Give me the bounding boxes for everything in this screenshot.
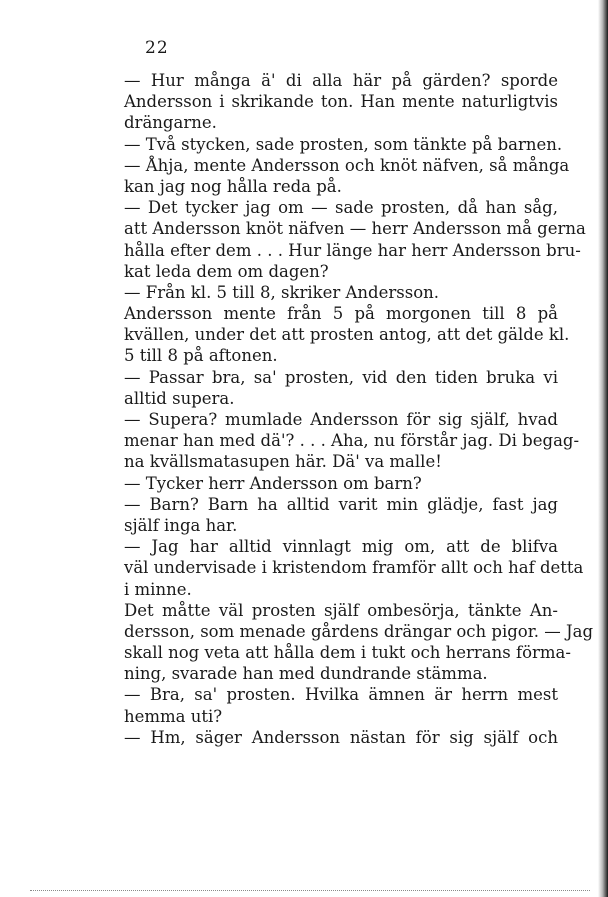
- text-line: dersson, som menade gårdens drängar och pigor. — Jag: [124, 621, 594, 641]
- text-line: hemma uti?: [124, 706, 223, 726]
- text-line: — Åhja, mente Andersson och knöt näfven, så många: [124, 155, 570, 175]
- text-line: — Två stycken, sade prosten, som tänkte på barnen.: [124, 134, 563, 154]
- text-line: — Passar bra, sa' prosten, vid den tiden bruka vi: [124, 367, 558, 387]
- text-line: — Bra, sa' prosten. Hvilka ämnen är herrn mest: [124, 685, 558, 705]
- scan-edge-shadow: [598, 0, 608, 897]
- text-line: — Supera? mumlade Andersson för sig själf, hvad: [124, 410, 558, 429]
- body-text: [124, 70, 594, 748]
- text-line: hålla efter dem . . . Hur länge har herr Andersson bru-: [124, 240, 581, 260]
- text-line: själf inga har.: [124, 515, 238, 535]
- text-line: ning, svarade han med dundrande stämma.: [124, 664, 488, 684]
- text-line: drängarne.: [124, 113, 217, 133]
- text-line: kat leda dem om dagen?: [124, 261, 329, 281]
- text-line: alltid supera.: [124, 388, 235, 408]
- text-line: skall nog veta att hålla dem i tukt och herrans förma-: [124, 643, 571, 663]
- text-line: — Från kl. 5 till 8, skriker Andersson.: [124, 282, 440, 302]
- text-line: — Hur många ä' di alla här på gärden? sporde: [124, 71, 558, 90]
- text-line: Det måtte väl prosten själf ombesörja, tänkte An-: [124, 600, 558, 620]
- scan-bottom-artifact: [30, 887, 590, 891]
- text-line: väl undervisade i kristendom framför allt och haf detta: [124, 558, 584, 578]
- text-line: Andersson i skrikande ton. Han mente naturligtvis: [124, 92, 558, 112]
- text-line: kan jag nog hålla reda på.: [124, 176, 342, 196]
- text-line: — Hm, säger Andersson nästan för sig själf och: [124, 727, 558, 747]
- text-line: i minne.: [124, 579, 192, 599]
- text-line: — Jag har alltid vinnlagt mig om, att de blifva: [124, 537, 558, 557]
- text-line: — Tycker herr Andersson om barn?: [124, 473, 422, 493]
- text-line: — Det tycker jag om — sade prosten, då han såg,: [124, 198, 558, 218]
- text-line: att Andersson knöt näfven — herr Andersson må gerna: [124, 219, 586, 239]
- text-line: menar han med dä'? . . . Aha, nu förstår jag. Di begag-: [124, 431, 580, 451]
- text-line: kvällen, under det att prosten antog, att det gälde kl.: [124, 325, 570, 345]
- text-line: 5 till 8 på aftonen.: [124, 346, 278, 366]
- text-line: na kvällsmatasupen här. Dä' va malle!: [124, 452, 442, 472]
- text-line: Andersson mente från 5 på morgonen till 8 på: [124, 304, 558, 324]
- text-line: — Barn? Barn ha alltid varit min glädje, fast jag: [124, 494, 558, 514]
- page-number: 22: [145, 38, 169, 58]
